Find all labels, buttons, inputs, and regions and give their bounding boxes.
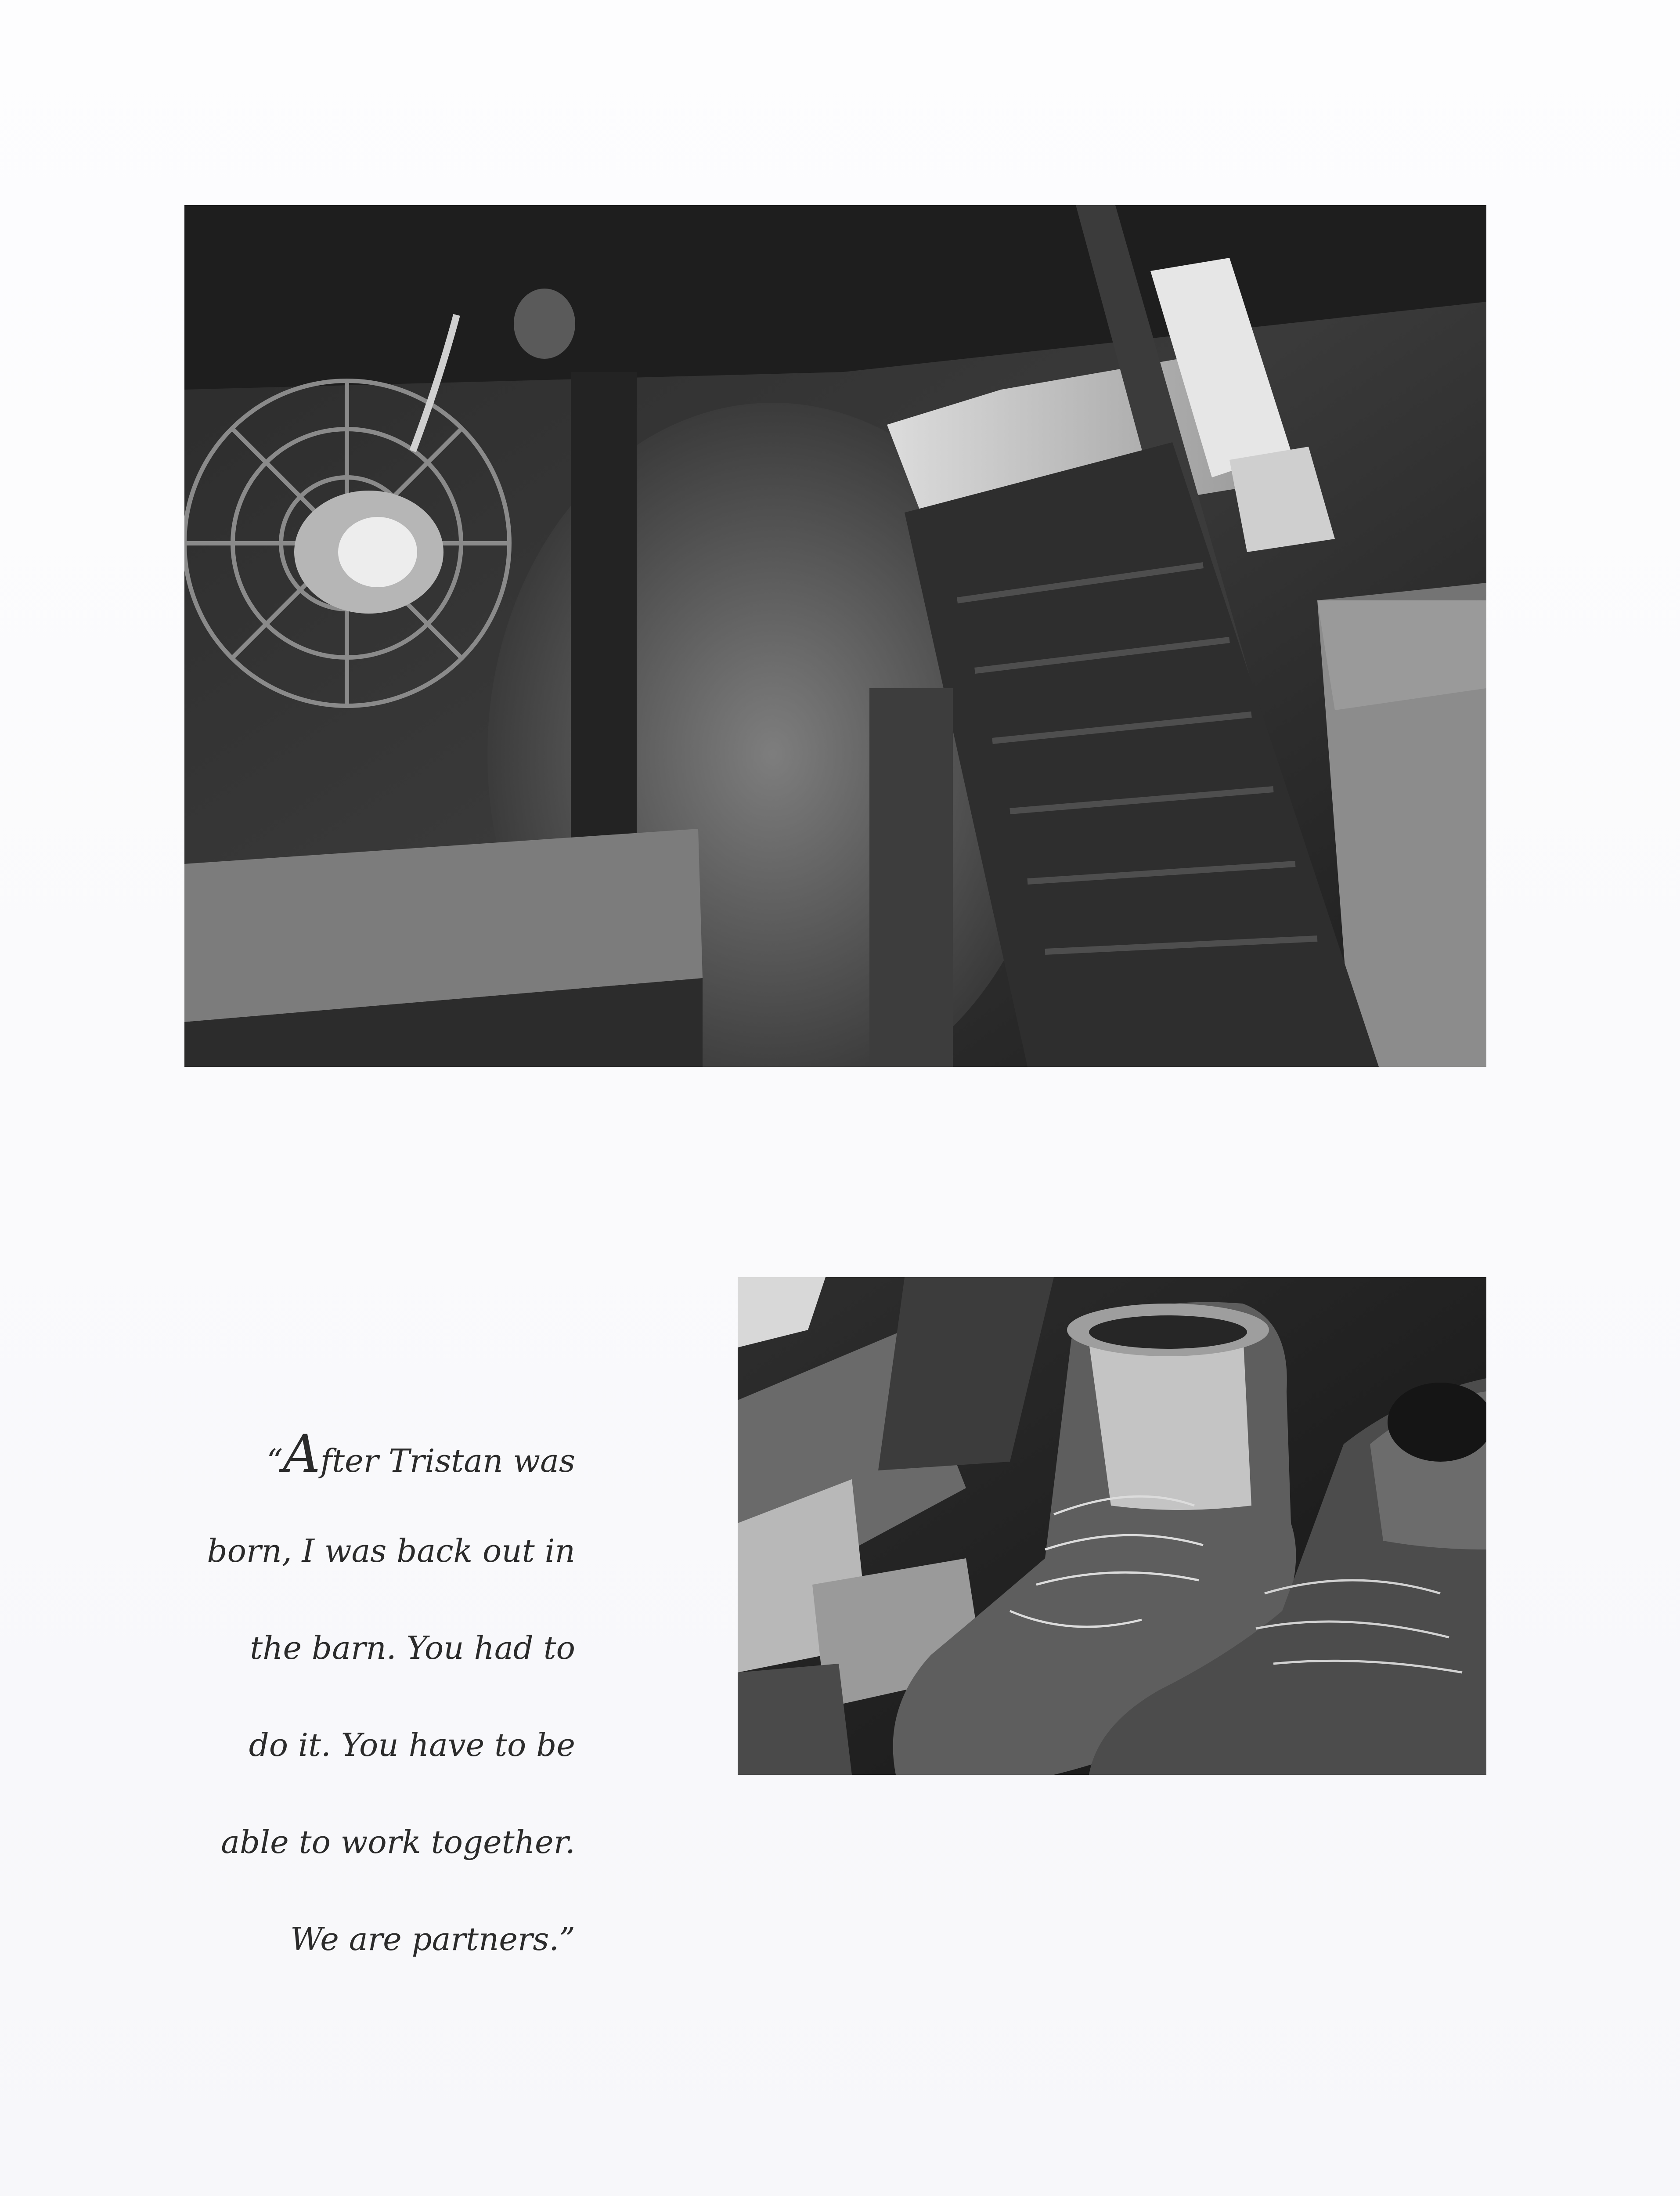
- barn-photo-graphic: [184, 205, 1486, 1067]
- boots-photo-graphic: [738, 1277, 1486, 1775]
- boots-photo: [738, 1277, 1486, 1775]
- quote-drop-cap: A: [283, 1423, 321, 1484]
- quote-line-3: the barn. You had to: [250, 1629, 575, 1666]
- quote-line-2: born, I was back out in: [207, 1532, 575, 1569]
- quote-line-1: “After Tristan was: [267, 1423, 575, 1484]
- quote-line-5: able to work together.: [221, 1824, 575, 1860]
- quote-line-4: do it. You have to be: [249, 1726, 575, 1763]
- barn-interior-photo: [184, 205, 1486, 1067]
- quote-line-6: We are partners.”: [290, 1921, 575, 1958]
- pull-quote: [167, 1423, 575, 2019]
